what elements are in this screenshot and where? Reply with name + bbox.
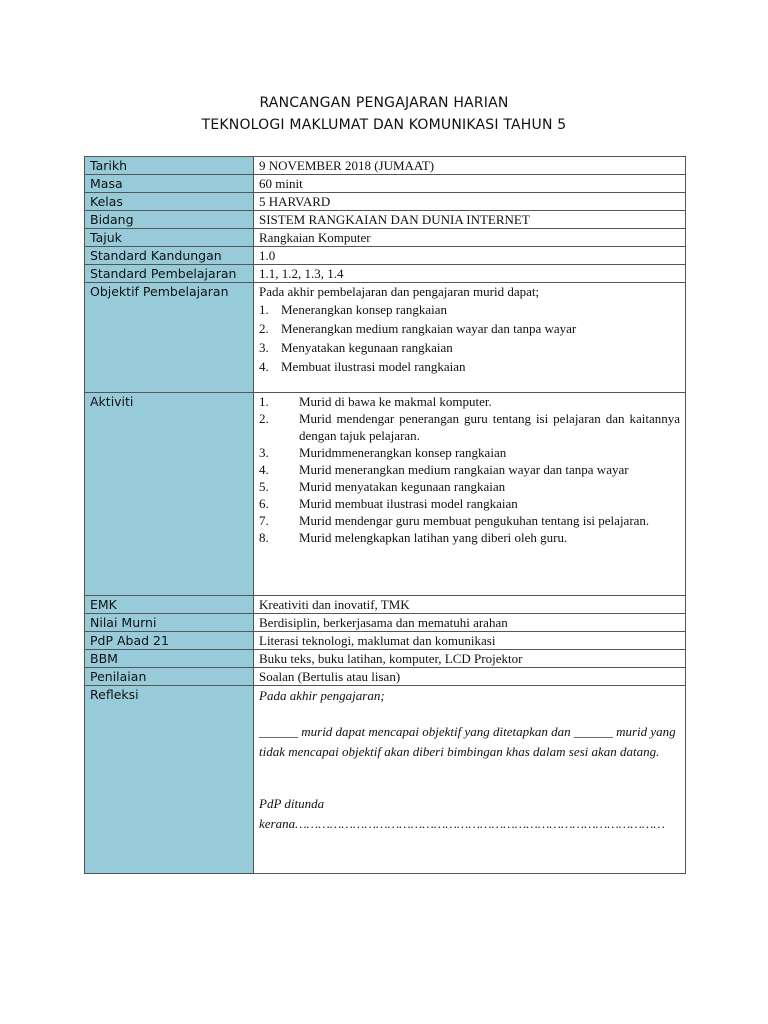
value-refleksi <box>254 686 686 874</box>
row-bbm <box>85 650 686 668</box>
label-tarikh: Tarikh <box>85 157 254 175</box>
list-item: 6. Murid membuat ilustrasi model rangkaian <box>259 496 518 511</box>
label-objektif: Objektif Pembelajaran <box>85 283 254 393</box>
row-penilaian <box>85 668 686 686</box>
value-tarikh: 9 NOVEMBER 2018 (JUMAAT) <box>254 157 686 175</box>
value-standard-kandungan: 1.0 <box>254 247 686 265</box>
list-item: 5. Murid menyatakan kegunaan rangkaian <box>259 479 506 494</box>
label-nilai-murni: Nilai Murni <box>85 614 254 632</box>
label-kelas: Kelas <box>85 193 254 211</box>
row-nilai-murni <box>85 614 686 632</box>
row-pdp-abad-21 <box>85 632 686 650</box>
label-refleksi: Refleksi <box>85 686 254 874</box>
value-bbm: Buku teks, buku latihan, komputer, LCD Projektor <box>254 650 686 668</box>
aktiviti-list <box>259 393 680 546</box>
objektif-list <box>259 300 680 376</box>
label-masa: Masa <box>85 175 254 193</box>
value-tajuk: Rangkaian Komputer <box>254 229 686 247</box>
label-standard-kandungan: Standard Kandungan <box>85 247 254 265</box>
row-tajuk <box>85 229 686 247</box>
row-standard-kandungan <box>85 247 686 265</box>
row-masa <box>85 175 686 193</box>
label-standard-pembelajaran: Standard Pembelajaran <box>85 265 254 283</box>
list-item: 1. Murid di bawa ke makmal komputer. <box>259 394 492 409</box>
label-bidang: Bidang <box>85 211 254 229</box>
row-kelas <box>85 193 686 211</box>
row-tarikh <box>85 157 686 175</box>
list-item: 4. Membuat ilustrasi model rangkaian <box>259 359 466 374</box>
label-penilaian: Penilaian <box>85 668 254 686</box>
value-objektif <box>254 283 686 393</box>
row-refleksi <box>85 686 686 874</box>
list-item: 7. Murid mendengar guru membuat pengukuhan tentang isi pelajaran. <box>259 513 650 528</box>
value-kelas: 5 HARVARD <box>254 193 686 211</box>
value-nilai-murni: Berdisiplin, berkerjasama dan mematuhi arahan <box>254 614 686 632</box>
label-emk: EMK <box>85 596 254 614</box>
refleksi-line-2: ______ murid dapat mencapai objektif yang ditetapkan dan ______ murid yang tidak mencapai objektif akan diberi bimbingan khas dalam sesi akan datang. <box>259 724 676 759</box>
label-pdp-abad-21: PdP Abad 21 <box>85 632 254 650</box>
list-item: 2. Murid mendengar penerangan guru tentang isi pelajaran dan kaitannya dengan tajuk pelajaran. <box>259 411 680 443</box>
list-item: 1. Menerangkan konsep rangkaian <box>259 302 448 317</box>
value-penilaian: Soalan (Bertulis atau lisan) <box>254 668 686 686</box>
list-item: 4. Murid menerangkan medium rangkaian wayar dan tanpa wayar <box>259 462 629 477</box>
value-pdp-abad-21: Literasi teknologi, maklumat dan komunikasi <box>254 632 686 650</box>
row-objektif <box>85 283 686 393</box>
row-emk <box>85 596 686 614</box>
row-standard-pembelajaran <box>85 265 686 283</box>
value-aktiviti <box>254 393 686 596</box>
list-item: 8. Murid melengkapkan latihan yang diberi oleh guru. <box>259 530 568 545</box>
label-aktiviti: Aktiviti <box>85 393 254 596</box>
objektif-intro: Pada akhir pembelajaran dan pengajaran murid dapat; <box>259 284 540 299</box>
value-masa: 60 minit <box>254 175 686 193</box>
list-item: 2. Menerangkan medium rangkaian wayar dan tanpa wayar <box>259 321 577 336</box>
value-bidang: SISTEM RANGKAIAN DAN DUNIA INTERNET <box>254 211 686 229</box>
value-standard-pembelajaran: 1.1, 1.2, 1.3, 1.4 <box>254 265 686 283</box>
label-tajuk: Tajuk <box>85 229 254 247</box>
document-title: RANCANGAN PENGAJARAN HARIAN <box>259 95 509 111</box>
label-bbm: BBM <box>85 650 254 668</box>
value-emk: Kreativiti dan inovatif, TMK <box>254 596 686 614</box>
list-item: 3. Muridmmenerangkan konsep rangkaian <box>259 445 507 460</box>
row-bidang <box>85 211 686 229</box>
refleksi-line-3: PdP ditunda <box>259 796 325 811</box>
refleksi-line-1: Pada akhir pengajaran; <box>259 688 385 703</box>
document-subtitle: TEKNOLOGI MAKLUMAT DAN KOMUNIKASI TAHUN 5 <box>201 117 567 133</box>
list-item: 3. Menyatakan kegunaan rangkaian <box>259 340 453 355</box>
lesson-plan-table <box>84 156 686 874</box>
refleksi-line-4: kerana…………………………………………………………………………………… <box>259 816 665 831</box>
row-aktiviti <box>85 393 686 596</box>
